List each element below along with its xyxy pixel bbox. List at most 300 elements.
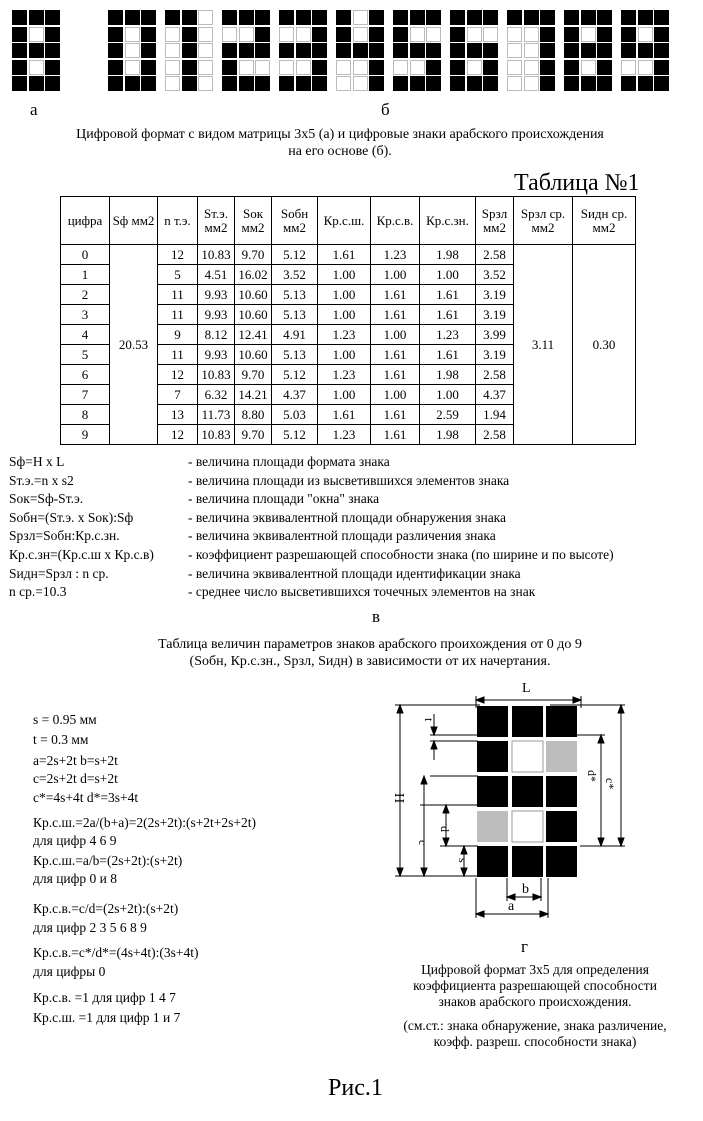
matrix-dot-off <box>426 27 441 42</box>
matrix-dot-on <box>239 43 254 58</box>
matrix-dot-on <box>467 76 482 91</box>
matrix-dot-on <box>29 43 44 58</box>
table-cell: 6.32 <box>198 385 235 405</box>
matrix-dot-off <box>296 27 311 42</box>
parameter-line: c*=4s+4t d*=3s+4t <box>33 790 139 805</box>
matrix-dot-on <box>410 10 425 25</box>
table-cell: 1.00 <box>318 265 371 285</box>
col-header: Sрзл мм2 <box>476 197 514 245</box>
table-cell: 11 <box>158 345 198 365</box>
table-cell: 3.11 <box>514 245 573 445</box>
matrix-dot-on <box>353 43 368 58</box>
table-cell: 10.83 <box>198 245 235 265</box>
matrix-dot-on <box>369 10 384 25</box>
matrix-dot-on <box>141 76 156 91</box>
matrix-dot-off <box>239 27 254 42</box>
table-cell: 2 <box>61 285 110 305</box>
matrix-dot-off <box>524 76 539 91</box>
table-cell: 9.93 <box>198 285 235 305</box>
matrix-dot-on <box>182 27 197 42</box>
matrix-dot-off <box>255 60 270 75</box>
caption-v-line2: (Sобн, Кр.с.зн., Sрзл, Sидн) в зависимости от их начертания. <box>189 654 551 669</box>
matrix-dot-on <box>312 10 327 25</box>
col-header: Sок мм2 <box>235 197 272 245</box>
matrix-dot-on <box>12 27 27 42</box>
definition-text: - величина площади формата знака <box>188 454 390 469</box>
table-cell: 5 <box>158 265 198 285</box>
matrix-dot-on <box>182 60 197 75</box>
matrix-dot-on <box>222 76 237 91</box>
col-header: Кр.с.зн. <box>420 197 476 245</box>
table-cell: 1.61 <box>420 305 476 325</box>
table-cell: 1.00 <box>318 345 371 365</box>
table-cell: 6 <box>61 365 110 385</box>
matrix-dot-on <box>108 10 123 25</box>
table-cell: 1.23 <box>318 365 371 385</box>
caption-g-line2: коэффициента разрешающей способности <box>413 978 657 993</box>
matrix-dot-on <box>540 43 555 58</box>
table-cell: 1.61 <box>318 245 371 265</box>
table-cell: 10.60 <box>235 345 272 365</box>
col-header: Sт.э. мм2 <box>198 197 235 245</box>
table-cell: 12 <box>158 365 198 385</box>
matrix-dot-on <box>450 27 465 42</box>
matrix-dot-on <box>369 76 384 91</box>
matrix-dot-off <box>165 60 180 75</box>
table-cell: 2.58 <box>476 245 514 265</box>
matrix-dot-on <box>312 60 327 75</box>
definition-formula: Sт.э.=n x s2 <box>9 472 74 488</box>
matrix-dot-on <box>638 10 653 25</box>
diagram-cell <box>477 706 508 737</box>
matrix-dot-on <box>581 10 596 25</box>
table-cell: 12.41 <box>235 325 272 345</box>
matrix-dot-on <box>581 76 596 91</box>
matrix-dot-off <box>410 27 425 42</box>
matrix-dot-off <box>353 60 368 75</box>
table-cell: 1.61 <box>420 285 476 305</box>
parameter-line: t = 0.3 мм <box>33 732 89 747</box>
matrix-dot-off <box>507 60 522 75</box>
matrix-dot-on <box>12 60 27 75</box>
table-cell: 1.23 <box>318 425 371 445</box>
table-cell: 1.98 <box>420 425 476 445</box>
matrix-dot-off <box>198 60 213 75</box>
parameter-line: Кр.с.в. =1 для цифр 1 4 7 <box>33 990 176 1005</box>
matrix-dot-on <box>45 76 60 91</box>
matrix-dot-on <box>638 43 653 58</box>
definition-text: - величина эквивалентной площади различения знака <box>188 528 496 544</box>
caption-top <box>0 126 680 160</box>
definition-text: - величина эквивалентной площади идентификации знака <box>188 565 521 581</box>
label-a: а <box>30 100 38 119</box>
caption-g-line3: знаков арабского происхождения. <box>438 994 632 1009</box>
matrix-dot-on <box>29 10 44 25</box>
matrix-dot-on <box>410 76 425 91</box>
parameter-line: Кр.с.в.=c/d=(2s+2t):(s+2t) <box>33 901 179 916</box>
table-cell: 11 <box>158 305 198 325</box>
matrix-dot-off <box>296 60 311 75</box>
matrix-dot-off <box>507 43 522 58</box>
matrix-dot-on <box>165 10 180 25</box>
table-cell: 5.13 <box>272 305 318 325</box>
table-cell: 13 <box>158 405 198 425</box>
table-cell: 9.70 <box>235 365 272 385</box>
matrix-dot-off <box>125 60 140 75</box>
parameter-line: Кр.с.в.=c*/d*=(4s+4t):(3s+4t) <box>33 945 199 960</box>
table-cell: 5.12 <box>272 365 318 385</box>
matrix-dot-off <box>621 60 636 75</box>
table-cell: 7 <box>158 385 198 405</box>
matrix-dot-on <box>393 43 408 58</box>
table-cell: 3.19 <box>476 285 514 305</box>
matrix-dot-on <box>426 60 441 75</box>
col-header: n т.э. <box>158 197 198 245</box>
matrix-dot-off <box>125 27 140 42</box>
label-v: в <box>372 607 381 626</box>
diagram-cell <box>512 706 543 737</box>
table-cell: 2.58 <box>476 365 514 385</box>
matrix-dot-off <box>165 43 180 58</box>
col-header: Кр.с.в. <box>371 197 420 245</box>
table-cell: 3.52 <box>272 265 318 285</box>
matrix-dot-on <box>621 10 636 25</box>
matrix-dot-on <box>222 60 237 75</box>
matrix-dot-off <box>222 27 237 42</box>
table-cell: 3 <box>61 305 110 325</box>
matrix-dot-on <box>597 43 612 58</box>
table-cell: 9 <box>61 425 110 445</box>
col-header: Sидн ср. мм2 <box>573 197 636 245</box>
table-cell: 0.30 <box>573 245 636 445</box>
matrix-dot-on <box>12 43 27 58</box>
matrix-dot-on <box>483 10 498 25</box>
matrix-dot-off <box>581 27 596 42</box>
diagram-cell <box>477 846 508 877</box>
table-cell: 9.93 <box>198 345 235 365</box>
matrix-dot-off <box>279 27 294 42</box>
table-cell: 1.23 <box>371 245 420 265</box>
matrix-dot-on <box>410 43 425 58</box>
table-cell: 1.00 <box>371 325 420 345</box>
table-cell: 0 <box>61 245 110 265</box>
table-cell: 1 <box>61 265 110 285</box>
dim-L: L <box>522 681 531 696</box>
table-cell: 9.93 <box>198 305 235 325</box>
table-cell: 2.58 <box>476 425 514 445</box>
diagram-cell <box>546 811 577 842</box>
matrix-dot-off <box>410 60 425 75</box>
table-cell: 1.00 <box>420 385 476 405</box>
matrix-dot-on <box>45 60 60 75</box>
col-header: цифра <box>61 197 110 245</box>
definition-text: - коэффициент разрешающей способности знака (по ширине и по высоте) <box>188 547 614 562</box>
table-cell: 1.00 <box>318 285 371 305</box>
table-cell: 1.61 <box>371 365 420 385</box>
table-cell: 7 <box>61 385 110 405</box>
matrix-dot-on <box>507 10 522 25</box>
parameter-line: c=2s+2t d=s+2t <box>33 771 118 786</box>
diagram-cell <box>477 776 508 807</box>
matrix-dot-on <box>255 10 270 25</box>
table-cell: 10.60 <box>235 305 272 325</box>
matrix-dot-on <box>336 10 351 25</box>
dimension-lines <box>395 696 625 918</box>
matrix-dot-off <box>638 60 653 75</box>
label-g: г <box>521 937 528 956</box>
dim-H: H <box>391 793 406 804</box>
matrix-dot-on <box>638 76 653 91</box>
matrix-dot-on <box>540 10 555 25</box>
table-cell: 5 <box>61 345 110 365</box>
matrix-dot-on <box>141 10 156 25</box>
table-cell: 1.61 <box>371 345 420 365</box>
table-cell: 1.98 <box>420 245 476 265</box>
matrix-dot-on <box>336 27 351 42</box>
matrix-dot-on <box>483 60 498 75</box>
diagram-cell <box>512 741 543 772</box>
parameter-line: Кр.с.ш.=2a/(b+a)=2(2s+2t):(s+2t+2s+2t) <box>33 815 257 830</box>
matrix-dot-on <box>621 27 636 42</box>
table-header-row <box>61 197 636 245</box>
dim-d: d <box>438 826 452 832</box>
matrix-dot-off <box>353 27 368 42</box>
matrix-dot-on <box>239 76 254 91</box>
matrix-dot-on <box>426 43 441 58</box>
caption-top-line2: на его основе (б). <box>288 144 392 159</box>
caption-v <box>0 636 703 670</box>
table-cell: 1.94 <box>476 405 514 425</box>
diagram-cell <box>546 741 577 772</box>
matrix-dot-on <box>222 10 237 25</box>
table-cell: 1.61 <box>371 305 420 325</box>
matrix-dot-on <box>29 76 44 91</box>
table-cell: 4.37 <box>476 385 514 405</box>
table-cell: 16.02 <box>235 265 272 285</box>
matrix-dot-on <box>483 76 498 91</box>
matrix-dot-off <box>483 27 498 42</box>
diagram-cell <box>546 776 577 807</box>
matrix-dot-on <box>279 10 294 25</box>
table-cell: 1.61 <box>420 345 476 365</box>
table-cell: 3.99 <box>476 325 514 345</box>
matrix-dot-on <box>597 76 612 91</box>
diagram-cell <box>512 811 543 842</box>
matrix-dot-on <box>597 27 612 42</box>
matrix-dot-on <box>296 10 311 25</box>
table-cell: 14.21 <box>235 385 272 405</box>
matrix-dot-on <box>467 10 482 25</box>
table-cell: 1.61 <box>371 285 420 305</box>
table-cell: 3.52 <box>476 265 514 285</box>
matrix-dot-on <box>336 43 351 58</box>
dim-s: s <box>456 858 470 863</box>
dim-b: b <box>522 882 529 897</box>
table-cell: 3.19 <box>476 305 514 325</box>
parameters-table <box>60 196 636 445</box>
matrix-dot-on <box>369 60 384 75</box>
matrix-dot-off <box>638 27 653 42</box>
matrix-dot-on <box>125 76 140 91</box>
table-cell: 1.00 <box>318 385 371 405</box>
matrix-dot-on <box>393 76 408 91</box>
matrix-dot-on <box>312 43 327 58</box>
definition-formula: Sф=H x L <box>9 454 65 469</box>
matrix-dot-off <box>198 43 213 58</box>
table-cell: 9.70 <box>235 425 272 445</box>
matrix-dot-on <box>108 43 123 58</box>
table-cell: 8.12 <box>198 325 235 345</box>
table-row <box>61 245 636 265</box>
matrix-dot-on <box>108 27 123 42</box>
matrix-dot-on <box>125 10 140 25</box>
matrix-dot-off <box>29 60 44 75</box>
diagram-cell <box>546 706 577 737</box>
dim-c-star: c* <box>603 778 617 790</box>
matrix-dot-on <box>182 76 197 91</box>
matrix-dot-on <box>12 76 27 91</box>
matrix-dot-off <box>125 43 140 58</box>
diagram-cell <box>477 811 508 842</box>
definition-formula: Кр.с.зн=(Кр.с.ш x Кр.с.в) <box>9 547 154 562</box>
table-cell: 10.83 <box>198 365 235 385</box>
matrix-dot-on <box>654 76 669 91</box>
matrix-dot-off <box>239 60 254 75</box>
dim-d-star: d* <box>585 770 599 782</box>
table-cell: 4.91 <box>272 325 318 345</box>
matrix-dot-on <box>393 10 408 25</box>
matrix-dot-on <box>654 10 669 25</box>
table-cell: 1.98 <box>420 365 476 385</box>
matrix-dot-on <box>141 60 156 75</box>
matrix-diagram <box>370 670 660 930</box>
table-cell: 4 <box>61 325 110 345</box>
matrix-dot-on <box>621 43 636 58</box>
parameter-line: для цифры 0 <box>33 964 106 979</box>
matrix-dot-on <box>597 10 612 25</box>
matrix-dot-on <box>450 10 465 25</box>
matrix-dot-on <box>279 76 294 91</box>
table-cell: 9.70 <box>235 245 272 265</box>
caption-g-line1: Цифровой формат 3х5 для определения <box>421 962 649 977</box>
matrix-dot-on <box>255 43 270 58</box>
table-cell: 12 <box>158 245 198 265</box>
matrix-dot-off <box>336 76 351 91</box>
matrix-dot-on <box>540 76 555 91</box>
matrix-dot-on <box>564 43 579 58</box>
table-cell: 9 <box>158 325 198 345</box>
matrix-dot-on <box>426 10 441 25</box>
matrix-dot-off <box>467 60 482 75</box>
matrix-dot-on <box>483 43 498 58</box>
parameter-line: Кр.с.ш. =1 для цифр 1 и 7 <box>33 1010 181 1025</box>
col-header: Sобн мм2 <box>272 197 318 245</box>
table-cell: 1.61 <box>318 405 371 425</box>
caption-g-line5: коэфф. разреш. способности знака) <box>433 1034 637 1049</box>
matrix-dot-off <box>524 43 539 58</box>
table-cell: 1.23 <box>318 325 371 345</box>
matrix-dot-on <box>654 60 669 75</box>
caption-v-line1: Таблица величин параметров знаков арабского проихождения от 0 до 9 <box>158 637 582 652</box>
definition-text: - величина эквивалентной площади обнаружения знака <box>188 509 507 525</box>
table-cell: 4.37 <box>272 385 318 405</box>
table-cell: 12 <box>158 425 198 445</box>
table-cell: 5.13 <box>272 285 318 305</box>
matrix-dot-on <box>450 76 465 91</box>
definition-formula: Sобн=(Sт.э. x Sок):Sф <box>9 509 134 525</box>
label-b: б <box>381 100 390 119</box>
table-cell: 1.61 <box>371 425 420 445</box>
matrix-dot-on <box>564 27 579 42</box>
matrix-dot-on <box>108 60 123 75</box>
diagram-cells <box>477 706 577 877</box>
dim-t: t <box>422 718 436 722</box>
table-cell: 1.00 <box>420 265 476 285</box>
diagram-cell <box>512 776 543 807</box>
parameter-line: a=2s+2t b=s+2t <box>33 753 118 768</box>
matrix-dot-on <box>279 43 294 58</box>
definition-formula: Sрзл=Sобн:Кр.с.зн. <box>9 528 120 544</box>
matrix-dot-on <box>564 76 579 91</box>
matrix-dot-on <box>312 76 327 91</box>
matrix-dot-on <box>12 10 27 25</box>
matrix-dot-on <box>45 27 60 42</box>
matrix-dot-on <box>540 27 555 42</box>
matrix-dot-on <box>450 43 465 58</box>
table-cell: 8.80 <box>235 405 272 425</box>
matrix-dot-on <box>597 60 612 75</box>
matrix-dot-on <box>108 76 123 91</box>
caption-g-line4: (см.ст.: знака обнаружение, знака различение, <box>403 1018 667 1033</box>
figure-caption: Рис.1 <box>328 1075 383 1101</box>
matrix-dot-on <box>141 27 156 42</box>
table-cell: 1.00 <box>318 305 371 325</box>
matrix-dot-off <box>353 76 368 91</box>
matrix-dot-on <box>255 76 270 91</box>
matrix-dot-on <box>239 10 254 25</box>
matrix-dot-off <box>524 27 539 42</box>
matrix-dot-off <box>198 10 213 25</box>
matrix-dot-on <box>45 10 60 25</box>
matrix-dot-on <box>581 43 596 58</box>
table-cell: 1.00 <box>371 385 420 405</box>
matrix-dot-on <box>540 60 555 75</box>
matrix-dot-on <box>621 76 636 91</box>
matrix-dot-on <box>426 76 441 91</box>
matrix-dot-off <box>467 27 482 42</box>
matrix-dot-on <box>255 27 270 42</box>
matrix-dot-off <box>507 27 522 42</box>
table-cell: 20.53 <box>110 245 158 445</box>
parameter-line: Кр.с.ш.=a/b=(2s+2t):(s+2t) <box>33 853 183 868</box>
table-cell: 5.13 <box>272 345 318 365</box>
matrix-dot-off <box>507 76 522 91</box>
matrix-dot-on <box>654 43 669 58</box>
matrix-dot-off <box>165 27 180 42</box>
matrix-dot-off <box>524 60 539 75</box>
parameter-line: для цифр 2 3 5 6 8 9 <box>33 920 147 935</box>
table-cell: 5.03 <box>272 405 318 425</box>
parameter-line: для цифр 0 и 8 <box>33 871 117 886</box>
table-cell: 11.73 <box>198 405 235 425</box>
diagram-cell <box>546 846 577 877</box>
matrix-dot-on <box>222 43 237 58</box>
table-cell: 1.61 <box>371 405 420 425</box>
matrix-dot-on <box>369 27 384 42</box>
caption-top-line1: Цифровой формат с видом матрицы 3х5 (а) и цифровые знаки арабского происхождения <box>76 127 604 142</box>
table-cell: 5.12 <box>272 425 318 445</box>
matrix-dot-on <box>312 27 327 42</box>
